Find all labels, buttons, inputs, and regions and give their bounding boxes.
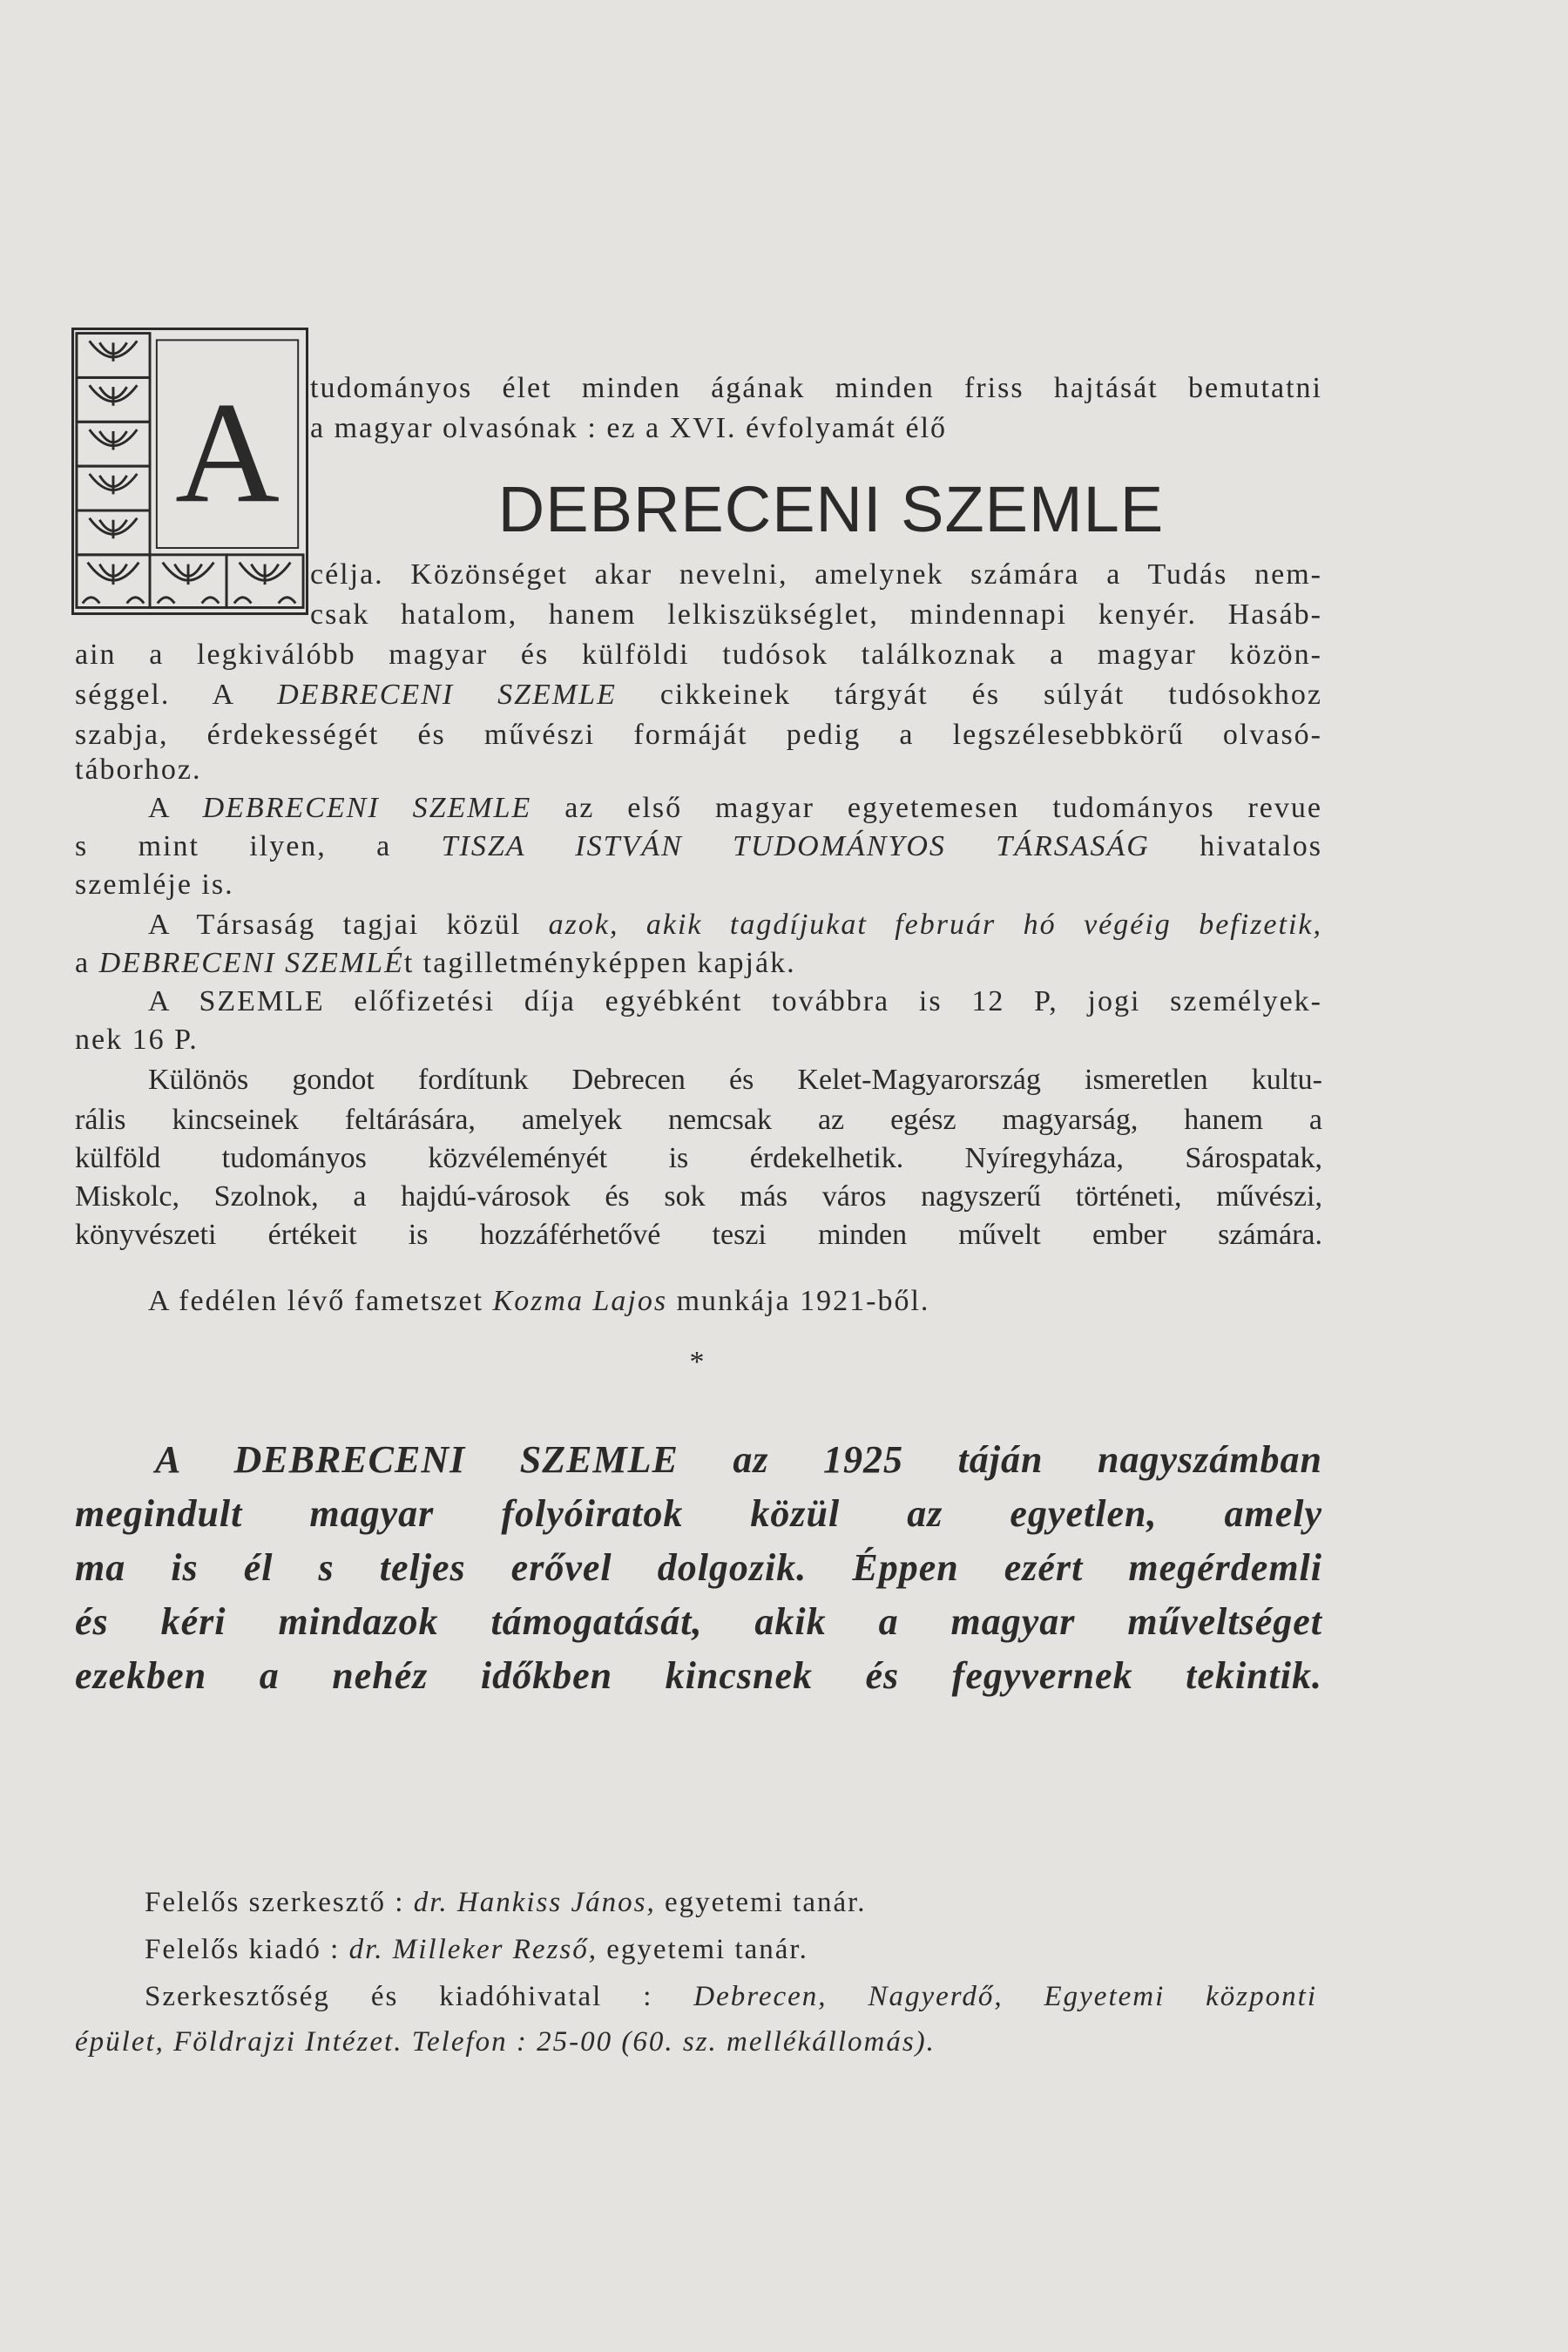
intro-line-3: célja. Közönséget akar nevelni, amelynek számára a Tudás nem- (310, 558, 1322, 591)
text-run: a (75, 947, 99, 979)
text-run: A (148, 792, 203, 824)
appeal-line-3: ma is él s teljes erővel dolgozik. Éppen ezért megérdemli (75, 1546, 1322, 1589)
text-run: séggel. A (75, 679, 278, 711)
appeal-line-4: és kéri mindazok támogatását, akik a magyar műveltséget (75, 1600, 1322, 1643)
text-run: Felelős kiadó : (145, 1934, 349, 1965)
publisher-name: dr. Milleker Rezső, (348, 1934, 598, 1965)
intro-line-2: a magyar olvasónak : ez a XVI. évfolyamát élő (310, 412, 948, 444)
text-run: munkája 1921-ből. (667, 1285, 930, 1317)
text-run: hivatalos (1149, 830, 1322, 862)
credit-editor (145, 1883, 867, 1922)
office-address: Debrecen, Nagyerdő, Egyetemi központi (693, 1981, 1317, 2012)
editor-name: dr. Hankiss János, (413, 1887, 656, 1918)
intro-line-8: táborhoz. (75, 754, 202, 786)
text-run: egyetemi tanár. (598, 1934, 808, 1965)
text-run: Szerkesztőség és kiadóhivatal : (145, 1981, 694, 2012)
appeal-line-2: megindult magyar folyóiratok közül az egyetlen, amely (75, 1492, 1322, 1535)
revue-line-1 (148, 789, 1322, 828)
appeal-line-5: ezekben a nehéz időkben kincsnek és fegyvernek tekintik. (75, 1654, 1322, 1697)
drop-cap-ornament (71, 328, 308, 615)
journal-title: DEBRECENI SZEMLE (497, 473, 1165, 545)
revue-line-2 (75, 828, 1322, 866)
text-run: A Társaság tagjai közül (148, 909, 549, 941)
members-line-2 (75, 944, 796, 983)
artist-name-italic: Kozma Lajos (492, 1285, 668, 1317)
text-run: az első magyar egyetemesen tudományos revue (531, 792, 1322, 824)
section-divider-asterisk: * (689, 1346, 705, 1378)
members-line-1 (148, 906, 1322, 944)
culture-line-1: Különös gondot fordítunk Debrecen és Kelet-Magyarország ismeretlen kultu- (148, 1064, 1322, 1096)
journal-name-italic: DEBRECENI SZEMLE (277, 679, 617, 711)
credit-publisher (145, 1930, 808, 1969)
journal-name-italic: DEBRECENI SZEMLÉ (98, 947, 404, 979)
text-run-italic: azok, akik tagdíjukat február hó végéig befizetik, (548, 909, 1322, 941)
text-run: cikkeinek tárgyát és súlyát tudósokhoz (616, 679, 1322, 711)
culture-line-2: rális kincseinek feltárására, amelyek nemcsak az egész magyarság, hanem a (75, 1104, 1322, 1136)
text-run: A fedélen lévő fametszet (148, 1285, 493, 1317)
text-run: egyetemi tanár. (655, 1887, 867, 1918)
intro-line-5: ain a legkiválóbb magyar és külföldi tudósok találkoznak a magyar közön- (75, 639, 1322, 671)
culture-line-5: könyvészeti értékeit is hozzáférhetővé teszi minden művelt ember számára. (75, 1219, 1322, 1251)
drop-cap-letter: A (174, 372, 280, 533)
credit-office-line-2: épület, Földrajzi Intézet. Telefon : 25-00 (60. sz. mellékállomás). (75, 2026, 936, 2058)
fee-line-2: nek 16 P. (75, 1024, 199, 1056)
culture-line-4: Miskolc, Szolnok, a hajdú-városok és sok más város nagyszerű történeti, művészi, (75, 1180, 1322, 1213)
text-run: t tagilletményképpen kapják. (403, 947, 796, 979)
text-run: Felelős szerkesztő : (145, 1887, 414, 1918)
credit-office-line-1 (145, 1977, 1317, 2016)
society-name-italic: TISZA ISTVÁN TUDOMÁNYOS TÁRSASÁG (441, 830, 1150, 862)
ornament-pattern (74, 330, 306, 612)
appeal-line-1: A DEBRECENI SZEMLE az 1925 táján nagyszámban (155, 1438, 1322, 1481)
intro-line-7: szabja, érdekességét és művészi formáját pedig a legszélesebbkörű olvasó- (75, 719, 1322, 751)
intro-line-1: tudományos élet minden ágának minden friss hajtását bemutatni (310, 372, 1322, 404)
intro-line-6 (75, 676, 1322, 714)
journal-name-italic: DEBRECENI SZEMLE (202, 792, 532, 824)
text-run: s mint ilyen, a (75, 830, 442, 862)
intro-line-4: csak hatalom, hanem lelkiszükséglet, mindennapi kenyér. Hasáb- (310, 598, 1322, 631)
revue-line-3: szemléje is. (75, 868, 234, 901)
fee-line-1: A SZEMLE előfizetési díja egyébként továbbra is 12 P, jogi személyek- (148, 985, 1322, 1017)
cover-note (148, 1282, 929, 1321)
culture-line-3: külföld tudományos közvéleményét is érdekelhetik. Nyíregyháza, Sárospatak, (75, 1142, 1322, 1174)
